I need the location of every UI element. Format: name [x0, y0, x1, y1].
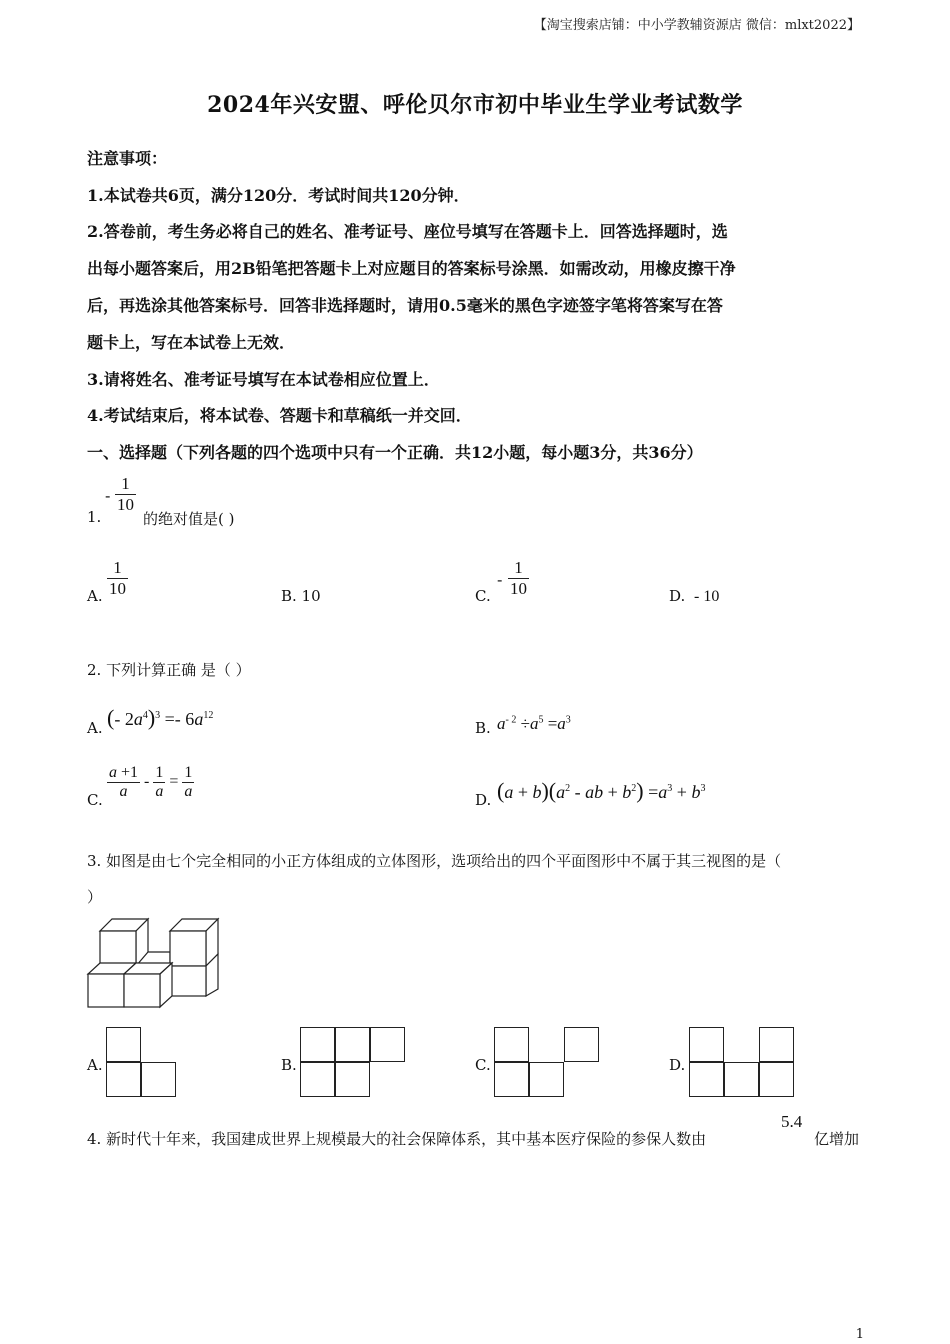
question-4-tail: 亿增加: [814, 1130, 860, 1148]
notice-item-2-line-3: 后，再选涂其他答案标号．回答非选择题时，请用0.5毫米的黑色字迹签字笔将答案写在答: [87, 296, 723, 315]
fraction: $\frac{1}{10}$: [117, 474, 134, 514]
square: [759, 1062, 794, 1097]
section-heading: 一、选择题（下列各题的四个选项中只有一个正确．共12小题，每小题3分，共36分）: [87, 443, 703, 462]
fraction: $\frac{1}{10}$: [510, 558, 527, 598]
notice-item-2-line-1: 2.答卷前，考生务必将自己的姓名、准考证号、座位号填写在答题卡上．回答选择题时，选: [87, 222, 728, 241]
question-3-line-2: ）: [87, 888, 103, 906]
header-note: 【淘宝搜索店铺：中小学教辅资源店 微信：mlxt2022】: [533, 18, 860, 33]
square: [494, 1062, 529, 1097]
question-3-line-1: 3. 如图是由七个完全相同的小正方体组成的立体图形，选项给出的四个平面图形中不属于其三视图的是（: [87, 852, 782, 870]
option-c-label: C.: [475, 1056, 491, 1074]
option-b-label: B.: [281, 1056, 297, 1074]
question-2: 2. 下列计算正确 是（ ）: [87, 661, 251, 679]
option-d: D. - 10: [669, 587, 720, 605]
notice-item-4: 4.考试结束后，将本试卷、答题卡和草稿纸一并交回．: [87, 406, 472, 425]
square: [689, 1027, 724, 1062]
square: [564, 1027, 599, 1062]
square: [335, 1027, 370, 1062]
formula: $\frac{a +1}{a}$ - $\frac{1}{a}$ = $\frac{1}{a}$: [109, 764, 193, 800]
square: [759, 1027, 794, 1062]
square: [141, 1062, 176, 1097]
square: [724, 1062, 759, 1097]
square: [106, 1062, 141, 1097]
square: [300, 1062, 335, 1097]
question-number: 1.: [87, 508, 102, 526]
square: [689, 1062, 724, 1097]
square: [106, 1027, 141, 1062]
question-text: 的绝对值是( ): [143, 510, 235, 528]
question-4: 4. 新时代十年来，我国建成世界上规模最大的社会保障体系，其中基本医疗保险的参保人数由: [87, 1130, 707, 1148]
page-title: 2024年兴安盟、呼伦贝尔市初中毕业生学业考试数学: [207, 92, 743, 118]
option-a-label: A.: [87, 1056, 103, 1074]
notice-item-2-line-4: 题卡上，写在本试卷上无效．: [87, 333, 296, 352]
option-b: B. 10: [281, 587, 321, 605]
square: [370, 1027, 405, 1062]
square: [529, 1062, 564, 1097]
square: [300, 1027, 335, 1062]
minus-sign: -: [105, 486, 111, 505]
formula: (- $2a^4)^3 =- 6a^{12}$: [107, 705, 214, 730]
square: [494, 1027, 529, 1062]
formula: $a^{- 2} \div a^5 =a^3$: [497, 714, 571, 733]
page-number: 1: [855, 1327, 864, 1342]
square: [335, 1062, 370, 1097]
notice-item-1: 1.本试卷共6页，满分120分．考试时间共120分钟．: [87, 186, 470, 205]
notice-item-3: 3.请将姓名、准考证号填写在本试卷相应位置上．: [87, 370, 440, 389]
option-d-label: D.: [669, 1056, 686, 1074]
fraction: $\frac{1}{10}$: [109, 558, 126, 598]
question-4-value: 5.4: [781, 1112, 803, 1131]
cube-figure: [86, 916, 220, 1010]
notice-heading: 注意事项：: [87, 149, 168, 168]
notice-item-2-line-2: 出每小题答案后，用2B铅笔把答题卡上对应题目的答案标号涂黑．如需改动，用橡皮擦干净: [87, 259, 736, 278]
formula: $(a + b)(a^2$ - ab + $b^2) =a^3 + b^3$: [497, 778, 706, 803]
